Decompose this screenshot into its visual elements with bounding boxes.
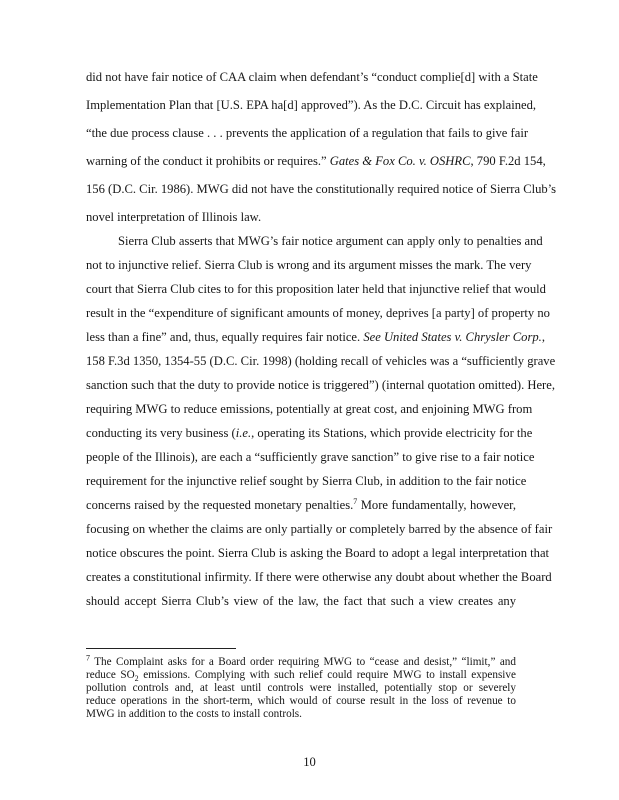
case-citation: See United States v. Chrysler Corp.: [363, 330, 542, 344]
body-line: did not have fair notice of CAA claim when defendant’s “conduct complie[d] with a State: [86, 70, 538, 84]
body-line: “the due process clause . . . prevents the application of a regulation that fails to give fair: [86, 126, 529, 140]
body-line: focusing on whether the claims are only partially or completely barred by the absence of fair: [86, 522, 553, 536]
footnote-line: reduce operations in the short-term, which would of course result in the loss of revenue to: [86, 695, 516, 707]
body-line: court that Sierra Club cites to for this proposition later held that injunctive relief that would: [86, 282, 546, 296]
body-line: people of the Illinois), are each a “sufficiently grave sanction” to give rise to a fair notice: [86, 450, 535, 464]
footnote-line: $^7$ The Complaint asks for a Board order requiring MWG to “cease and desist,” “limit,” and: [86, 653, 516, 668]
body-line: result in the “expenditure of significant amounts of money, deprives [a party] of property no: [86, 306, 550, 320]
body-line: requirement for the injunctive relief sought by Sierra Club, in addition to the fair notice: [86, 474, 527, 488]
body-line: sanction such that the duty to provide notice is triggered”) (internal quotation omitted). Here,: [86, 378, 555, 392]
body-line: 158 F.3d 1350, 1354-55 (D.C. Cir. 1998) (holding recall of vehicles was a “sufficiently grave: [86, 354, 556, 368]
body-line: creates a constitutional infirmity. If there were otherwise any doubt about whether the Board: [86, 570, 552, 584]
page-number: 10: [303, 755, 316, 769]
body-line: 156 (D.C. Cir. 1986). MWG did not have the constitutionally required notice of Sierra Club’s: [86, 182, 557, 196]
body-line: Implementation Plan that [U.S. EPA ha[d] approved”). As the D.C. Circuit has explained,: [86, 98, 537, 112]
case-citation: Gates & Fox Co. v. OSHRC: [329, 154, 471, 168]
body-line: Sierra Club asserts that MWG’s fair notice argument can apply only to penalties and: [118, 234, 543, 248]
body-line: novel interpretation of Illinois law.: [86, 210, 262, 224]
subscript: 2: [134, 674, 139, 684]
body-line: notice obscures the point. Sierra Club is asking the Board to adopt a legal interpretation that: [86, 546, 550, 560]
case-citation: i.e.: [235, 426, 252, 440]
body-line: should accept Sierra Club’s view of the law, the fact that such a view creates any: [86, 594, 516, 608]
body-line: not to injunctive relief. Sierra Club is wrong and its argument misses the mark. The very: [86, 258, 532, 272]
footnote-line: MWG in addition to the costs to install controls.: [86, 708, 302, 720]
body-line: requiring MWG to reduce emissions, potentially at great cost, and enjoining MWG from: [86, 402, 533, 416]
body-line: less than a fine” and, thus, equally requires fair notice. See United States v. Chrysler Corp.,: [86, 330, 545, 344]
footnote-reference: 7: [353, 496, 358, 506]
footnote-line: pollution controls and, at least until controls were installed, potentially stop or severely: [86, 682, 516, 694]
body-line: warning of the conduct it prohibits or requires.” Gates & Fox Co. v. OSHRC, 790 F.2d 154,: [86, 154, 546, 168]
footnote-marker: 7: [86, 653, 90, 663]
body-line: concerns raised by the requested monetary penalties.$^7$ More fundamentally, however,: [86, 496, 517, 512]
footnote-line: reduce $SO_2$ emissions. Complying with such relief could require MWG to install expensive: [86, 669, 516, 684]
body-line: conducting its very business (i.e., operating its Stations, which provide electricity for the: [86, 426, 533, 440]
footnote-divider: [86, 648, 236, 649]
